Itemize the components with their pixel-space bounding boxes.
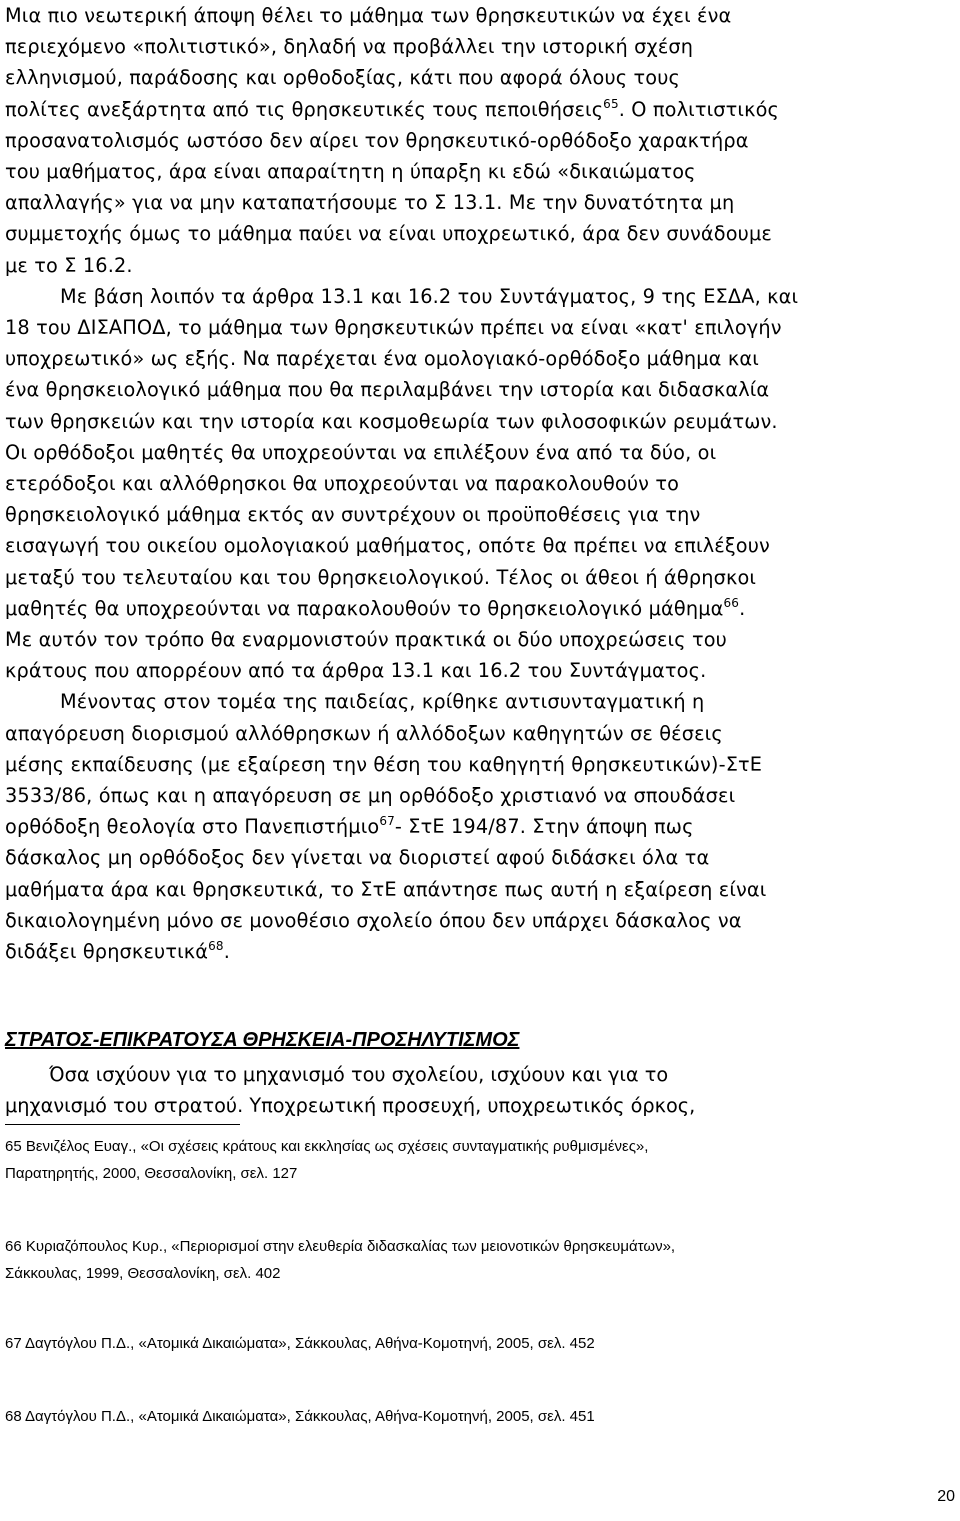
footnote-line: 68 Δαγτόγλου Π.Δ., «Ατομικά Δικαιώματα», Σάκκουλας, Αθήνα-Κομοτηνή, 2005, σελ. 451 [5,1408,595,1425]
text-line: . [223,940,230,964]
text-line: Οι ορθόδοξοι μαθητές θα υποχρεούνται να επιλέξουν ένα από τα δύο, οι [5,440,717,464]
paragraph-3 [5,686,935,967]
footnote-68 [5,1403,935,1430]
text-line: 18 του ΔΙΣΑΠΟΔ, το μάθημα των θρησκευτικών πρέπει να είναι «κατ' επιλογήν [5,316,782,340]
text-line: Όσα ισχύουν για το μηχανισμό του σχολείου, ισχύουν και για το [49,1063,669,1086]
text-line: εισαγωγή του οικείου ομολογιακού μαθήματος, οπότε θα πρέπει να επιλέξουν [5,534,770,558]
text-line: Με βάση λοιπόν τα άρθρα 13.1 και 16.2 του Συντάγματος, 9 της ΕΣΔΑ, και [60,284,799,308]
text-line: Μια πιο νεωτερική άποψη θέλει το μάθημα των θρησκευτικών να έχει ένα [5,4,732,27]
footnote-66 [5,1233,935,1287]
section-heading: ΣΤΡΑΤΟΣ-ΕΠΙΚΡΑΤΟΥΣΑ ΘΡΗΣΚΕΙΑ-ΠΡΟΣΗΛΥΤΙΣΜΟΣ [5,1029,520,1051]
footnote-ref-65[interactable]: 65 [603,96,619,111]
text-line: - ΣτΕ 194/87. Στην άποψη πως [394,815,694,839]
text-line: . [739,596,746,620]
section-body-text [5,1059,935,1121]
text-line: συμμετοχής όμως το μάθημα παύει να είναι υποχρεωτικό, άρα δεν συνάδουμε [5,222,772,246]
footnote-ref-66[interactable]: 66 [723,595,740,610]
text-line: πολίτες ανεξάρτητα από τις θρησκευτικές τους πεποιθήσεις [5,97,604,121]
footnote-line: Παρατηρητής, 2000, Θεσσαλονίκη, σελ. 127 [5,1165,298,1182]
text-line: ετερόδοξοι και αλλόθρησκοι θα υποχρεούνται να παρακολουθούν το [5,472,680,496]
main-body-text [5,0,935,967]
footnote-67 [5,1330,935,1357]
text-line: Μένοντας στον τομέα της παιδείας, κρίθηκε αντισυνταγματική η [60,690,705,714]
text-line: δάσκαλος μη ορθόδοξος δεν γίνεται να διοριστεί αφού διδάσκει όλα τα [5,846,710,870]
text-line: 3533/86, όπως και η απαγόρευση σε μη ορθόδοξο χριστιανό να σπουδάσει [5,784,736,808]
paragraph-2 [5,281,935,687]
text-line: ένα θρησκειολογικό μάθημα που θα περιλαμβάνει την ιστορία και διδασκαλία [5,378,770,402]
text-line: μαθήματα άρα και θρησκευτικά, το ΣτΕ απάντησε πως αυτή η εξαίρεση είναι [5,877,767,901]
footnote-separator [5,1124,240,1125]
text-line: θρησκειολογικό μάθημα εκτός αν συντρέχουν οι προϋποθέσεις για την [5,503,701,527]
text-line: του μαθήματος, άρα είναι απαραίτητη η ύπαρξη κι εδώ «δικαιώματος [5,160,696,184]
text-line: . Ο πολιτιστικός [618,97,780,121]
text-line: απαλλαγής» για να μην καταπατήσουμε το Σ 13.1. Με την δυνατότητα μη [5,191,735,215]
text-line: προσανατολισμός ωστόσο δεν αίρει τον θρησκευτικό-ορθόδοξο χαρακτήρα [5,128,749,152]
footnote-ref-68[interactable]: 68 [208,939,224,954]
footnote-65 [5,1133,935,1187]
text-line: ορθόδοξη θεολογία στο Πανεπιστήμιο [5,815,380,839]
text-line: υποχρεωτικό» ως εξής. Να παρέχεται ένα ομολογιακό-ορθόδοξο μάθημα και [5,347,759,371]
footnote-line: Σάκκουλας, 1999, Θεσσαλονίκη, σελ. 402 [5,1265,281,1282]
text-line: κράτους που απορρέουν από τα άρθρα 13.1 και 16.2 του Συντάγματος. [5,659,707,683]
text-line: ελληνισμού, παράδοσης και ορθοδοξίας, κάτι που αφορά όλους τους [5,66,680,90]
footnote-line: 65 Βενιζέλος Ευαγ., «Οι σχέσεις κράτους και εκκλησίας ως σχέσεις συνταγματικής ρυθμισμένες», [5,1138,649,1155]
text-line: των θρησκειών και την ιστορία και κοσμοθεωρία των φιλοσοφικών ρευμάτων. [5,409,778,433]
page-number: 20 [937,1488,955,1505]
text-line: δικαιολογημένη μόνο σε μονοθέσιο σχολείο όπου δεν υπάρχει δάσκαλος να [5,908,742,932]
text-line: διδάξει θρησκευτικά [5,940,209,964]
footnote-ref-67[interactable]: 67 [379,814,395,829]
text-line: μαθητές θα υποχρεούνται να παρακολουθούν το θρησκειολογικό μάθημα [5,596,724,620]
paragraph-1 [5,0,935,281]
text-line: απαγόρευση διορισμού αλλόθρησκων ή αλλόδοξων καθηγητών σε θέσεις [5,721,723,745]
text-line: με το Σ 16.2. [5,253,133,277]
footnote-line: 66 Κυριαζόπουλος Κυρ., «Περιορισμοί στην ελευθερία διδασκαλίας των μειονοτικών θρησκευμάτων», [5,1238,676,1255]
text-line: μηχανισμό του στρατού. Υποχρεωτική προσευχή, υποχρεωτικός όρκος, [5,1094,696,1118]
text-line: περιεχόμενο «πολιτιστικό», δηλαδή να προβάλλει την ιστορική σχέση [5,35,694,59]
text-line: μέσης εκπαίδευσης (με εξαίρεση την θέση του καθηγητή θρησκευτικών)-ΣτΕ [5,752,763,776]
footnote-line: 67 Δαγτόγλου Π.Δ., «Ατομικά Δικαιώματα», Σάκκουλας, Αθήνα-Κομοτηνή, 2005, σελ. 452 [5,1335,595,1352]
text-line: μεταξύ του τελευταίου και του θρησκειολογικού. Τέλος οι άθεοι ή άθρησκοι [5,565,757,589]
text-line: Με αυτόν τον τρόπο θα εναρμονιστούν πρακτικά οι δύο υποχρεώσεις του [5,628,727,652]
section-paragraph [5,1059,935,1121]
